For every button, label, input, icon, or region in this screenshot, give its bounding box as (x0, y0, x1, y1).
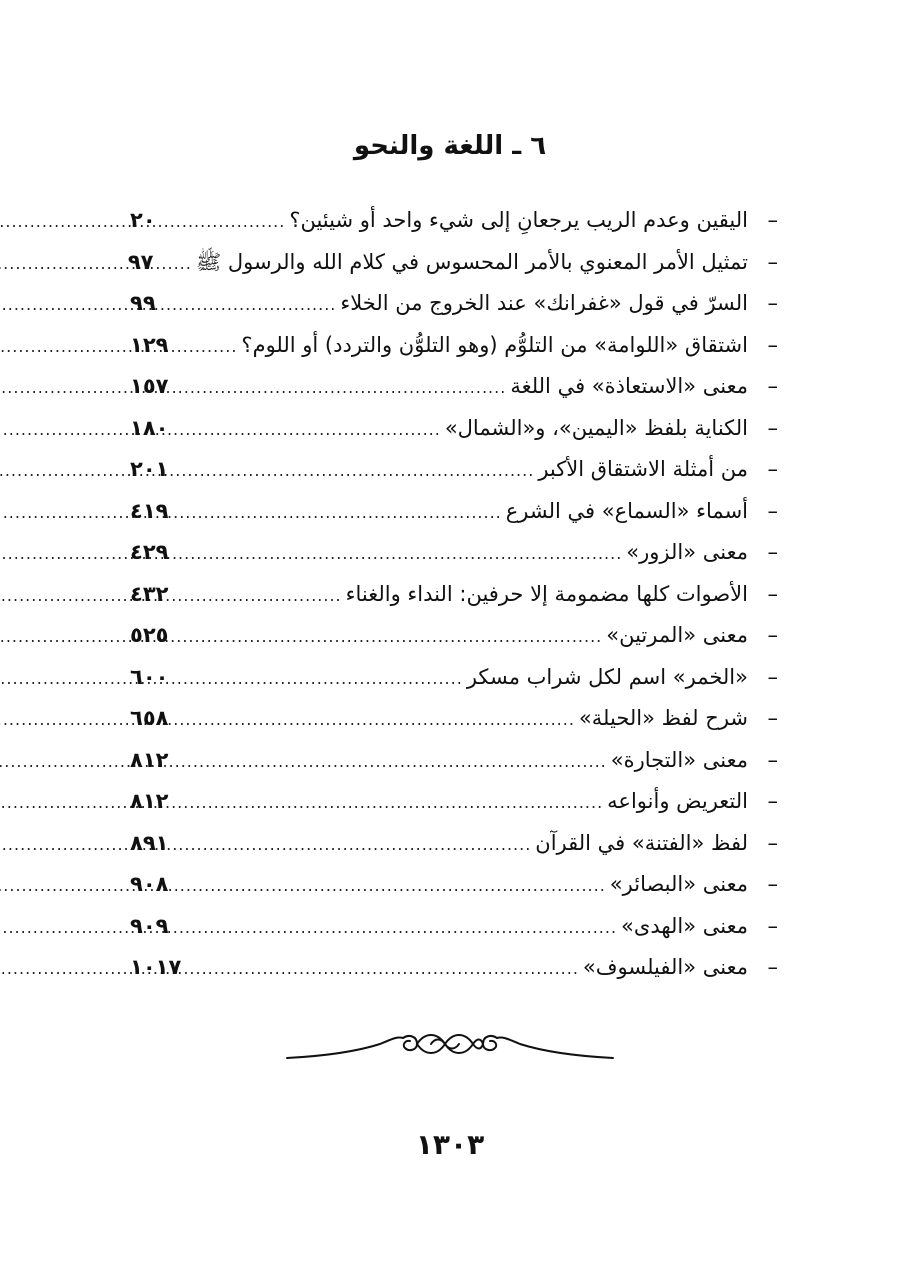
toc-entry-title: الكناية بلفظ «اليمين»، و«الشمال» (444, 415, 748, 440)
toc-dash: – (767, 747, 778, 772)
toc-dash: – (767, 540, 778, 564)
toc-entry (130, 449, 778, 491)
dot-leader (170, 865, 610, 907)
toc-dash: – (767, 208, 778, 232)
dot-leader (170, 616, 606, 658)
toc-dash: – (767, 955, 778, 979)
toc-entry-title: اشتقاق «اللوامة» من التلوُّم (وهو التلوُّن والتردد) أو اللوم؟ (241, 332, 748, 357)
dot-leader (181, 948, 583, 990)
toc-entry (130, 200, 778, 242)
toc-dash: – (767, 913, 778, 938)
toc-page-number: ٩٠٩ (130, 913, 169, 938)
toc-dash: – (767, 291, 778, 315)
dot-leader (168, 243, 196, 285)
toc-page-number: ٤١٩ (130, 498, 169, 523)
toc-dash: – (767, 457, 778, 481)
toc-entry-title: معنى «الفيلسوف» (582, 955, 748, 979)
dot-leader (170, 409, 445, 451)
dot-leader (170, 533, 626, 575)
toc-dash: – (767, 249, 778, 274)
dot-leader (170, 907, 621, 949)
toc-entry (130, 408, 778, 450)
toc-entry (130, 781, 778, 823)
toc-entry (130, 823, 778, 865)
toc-dash: – (767, 581, 778, 606)
table-of-contents (127, 200, 778, 989)
toc-page-number: ٦٠٠ (130, 664, 169, 689)
toc-entry-title: تمثيل الأمر المعنوي بالأمر المحسوس في كلام الله والرسول ﷺ (195, 249, 748, 274)
dot-leader (170, 658, 467, 700)
toc-page-number: ٩٧ (127, 249, 154, 274)
toc-page-number: ١٢٩ (130, 332, 169, 357)
toc-entry (127, 242, 778, 284)
toc-dash: – (767, 415, 778, 440)
section-title: ٦ ـ اللغة والنحو (353, 131, 547, 161)
dot-leader (170, 575, 346, 617)
toc-entry (130, 574, 778, 616)
toc-entry-title: معنى «البصائر» (609, 872, 748, 896)
toc-entry-title: اليقين وعدم الريب يرجعانِ إلى شيء واحد أو شيئين؟ (289, 208, 748, 232)
toc-dash: – (767, 374, 778, 398)
toc-entry (130, 864, 778, 906)
toc-dash: – (767, 498, 778, 523)
dot-leader (170, 782, 607, 824)
toc-entry (130, 283, 778, 325)
toc-page-number: ٢٠١ (130, 457, 169, 481)
toc-entry-title: معنى «التجارة» (610, 747, 748, 772)
toc-entry-title: معنى «الزور» (626, 540, 748, 564)
toc-entry (130, 491, 778, 533)
dot-leader (170, 741, 611, 783)
toc-entry-title: التعريض وأنواعه (607, 789, 748, 813)
toc-dash: – (767, 664, 778, 689)
toc-page-number: ٥٢٥ (130, 623, 169, 647)
toc-entry-title: «الخمر» اسم لكل شراب مسكر (466, 664, 748, 689)
toc-entry-title: أسماء «السماع» في الشرع (505, 498, 748, 523)
toc-dash: – (767, 623, 778, 647)
toc-entry-title: شرح لفظ «الحيلة» (578, 706, 748, 730)
toc-entry-title: من أمثلة الاشتقاق الأكبر (538, 457, 748, 481)
toc-page-number: ٢٠ (130, 208, 156, 232)
dot-leader (170, 699, 579, 741)
toc-entry (130, 532, 778, 574)
toc-dash: – (767, 332, 778, 357)
toc-entry-title: السرّ في قول «غفرانك» عند الخروج من الخلاء (340, 291, 748, 315)
dot-leader (170, 450, 538, 492)
toc-page-number: ١٥٧ (130, 374, 169, 398)
toc-entry (130, 657, 778, 699)
toc-entry (130, 906, 778, 948)
toc-dash: – (767, 789, 778, 813)
toc-entry (130, 366, 778, 408)
flourish-divider-icon (285, 1022, 615, 1066)
toc-entry (130, 740, 778, 782)
page-number: ١٣٠٣ (415, 1128, 485, 1161)
dot-leader (170, 201, 289, 243)
toc-page-number: ٤٢٩ (130, 540, 169, 564)
dot-leader (170, 326, 241, 368)
dot-leader (170, 824, 535, 866)
toc-entry-title: الأصوات كلها مضمومة إلا حرفين: النداء والغناء (345, 581, 748, 606)
toc-page-number: ١٨٠ (130, 415, 169, 440)
toc-page-number: ٨١٢ (130, 747, 169, 772)
dot-leader (170, 284, 340, 326)
toc-entry (130, 615, 778, 657)
dot-leader (170, 367, 510, 409)
toc-dash: – (767, 872, 778, 896)
toc-dash: – (767, 830, 778, 855)
toc-page-number: ٨١٢ (130, 789, 169, 813)
toc-page-number: ٤٣٢ (130, 581, 169, 606)
dot-leader (170, 492, 506, 534)
toc-entry-title: معنى «الاستعاذة» في اللغة (510, 374, 748, 398)
toc-page-number: ٩٩ (130, 291, 156, 315)
toc-dash: – (767, 706, 778, 730)
toc-entry (130, 947, 778, 989)
toc-entry-title: معنى «الهدى» (621, 913, 748, 938)
toc-entry-title: معنى «المرتين» (606, 623, 748, 647)
toc-page-number: ٨٩١ (130, 830, 169, 855)
toc-entry-title: لفظ «الفتنة» في القرآن (535, 830, 748, 855)
toc-page-number: ٩٠٨ (130, 872, 169, 896)
toc-page-number: ١٠١٧ (130, 955, 182, 979)
toc-page-number: ٦٥٨ (130, 706, 169, 730)
toc-entry (130, 325, 778, 367)
toc-entry (130, 698, 778, 740)
